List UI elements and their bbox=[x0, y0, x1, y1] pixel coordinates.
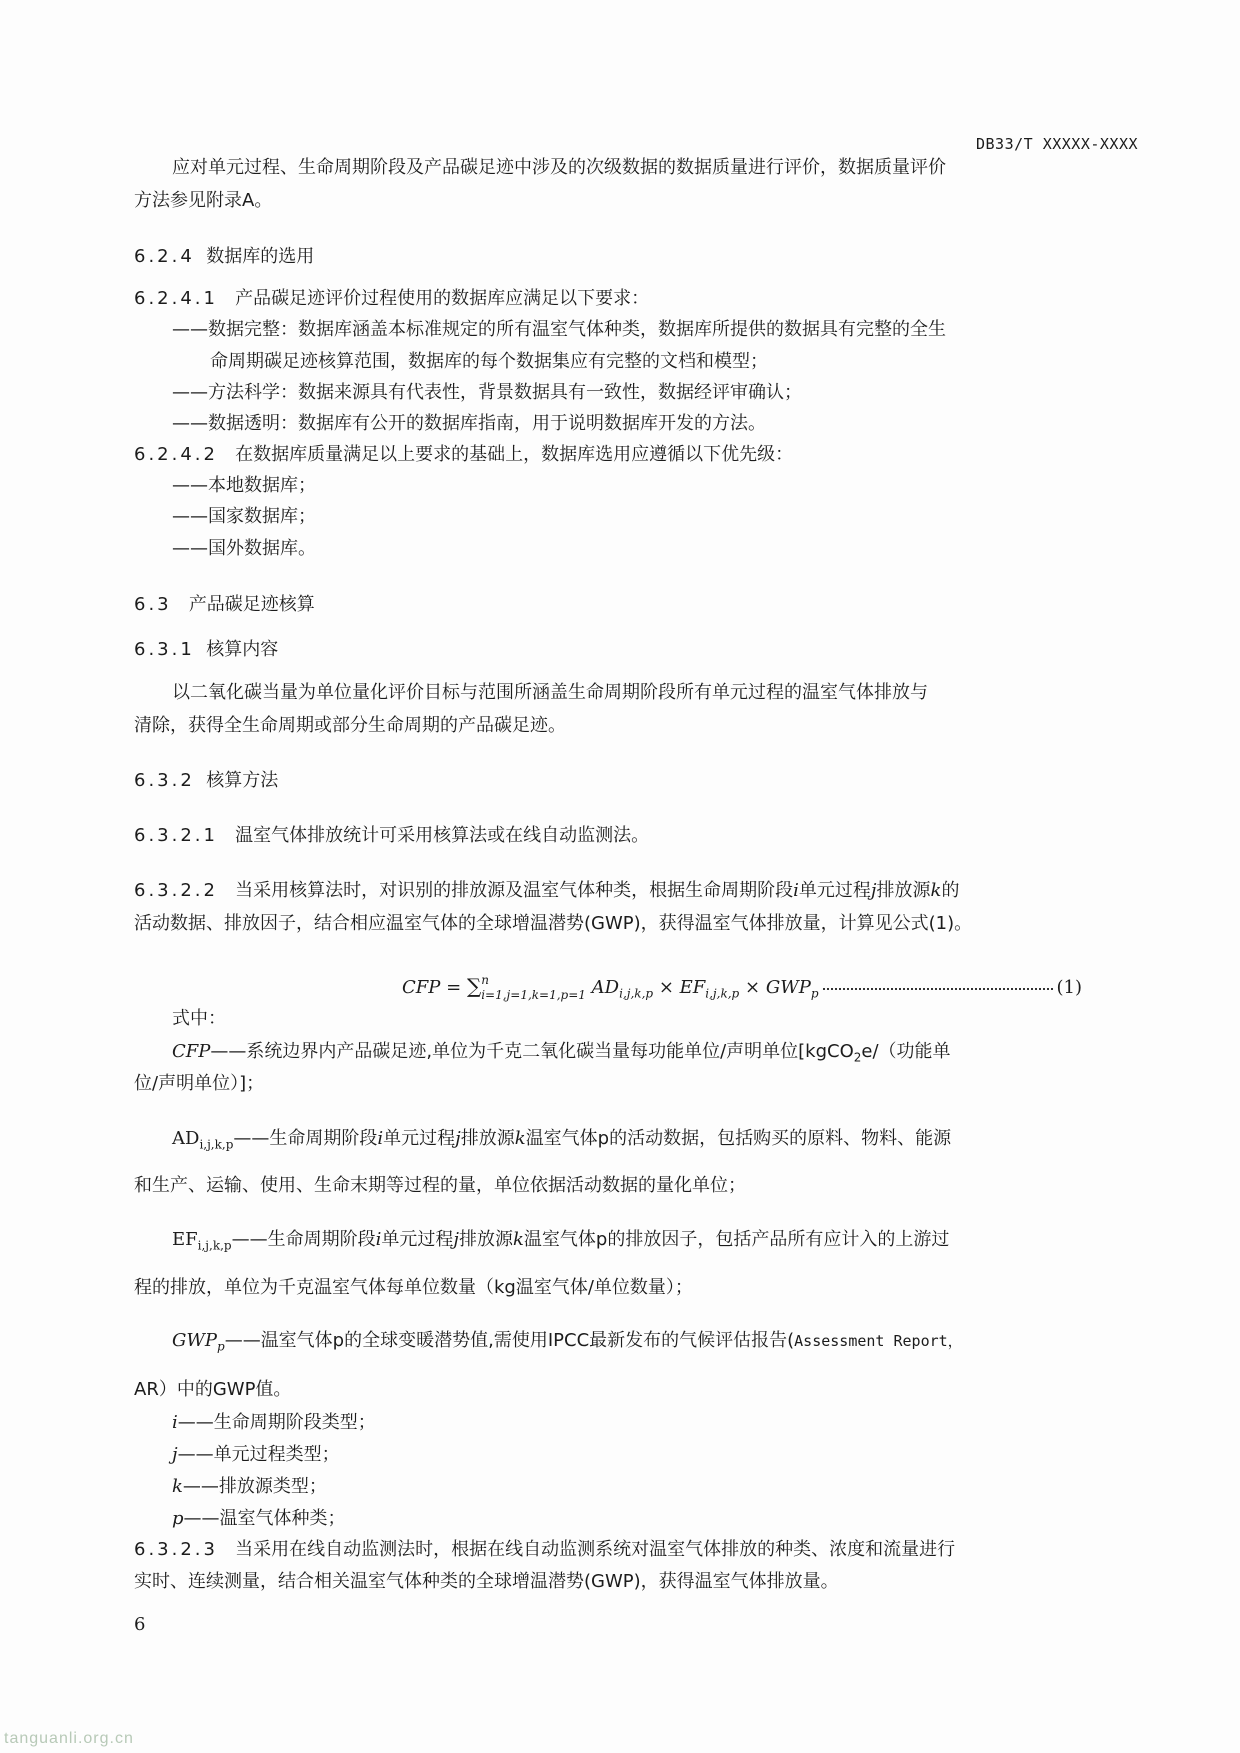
intro-line-2: 方法参见附录A。 bbox=[134, 190, 273, 211]
list-item bbox=[172, 408, 766, 440]
paragraph-line: 实时、连续测量，结合相关温室气体种类的全球增温潜势(GWP)，获得温室气体排放量。 bbox=[134, 1571, 839, 1592]
def-text: ——温室气体p的全球变暖潜势值,需使用IPCC最新发布的气候评估报告( bbox=[224, 1330, 795, 1351]
definition-gwp bbox=[172, 1325, 963, 1357]
definition-p bbox=[172, 1503, 346, 1535]
def-text: Assessment Report， bbox=[794, 1332, 963, 1350]
var-j: j bbox=[172, 1444, 178, 1465]
ad-symbol: AD bbox=[591, 977, 620, 998]
section-heading-6-3-2 bbox=[134, 765, 278, 797]
formula-equals: = bbox=[446, 977, 462, 998]
gwp-subscript: p bbox=[810, 986, 819, 1001]
paragraph-line: 活动数据、排放因子，结合相应温室气体的全球增温潜势(GWP)，获得温室气体排放量，计算见公式(1)。 bbox=[134, 913, 973, 934]
co2-subscript: 2 bbox=[853, 1050, 862, 1065]
sum-lower: i=1,j=1,k=1,p=1 bbox=[481, 988, 586, 1002]
def-text: 单元过程 bbox=[383, 1128, 456, 1149]
def-text: ——单元过程类型； bbox=[177, 1444, 340, 1465]
list-dash: —— bbox=[172, 413, 208, 434]
section-title: 核算内容 bbox=[206, 639, 279, 660]
definition-continuation: AR）中的GWP值。 bbox=[134, 1379, 292, 1400]
clause-text: 产品碳足迹评价过程使用的数据库应满足以下要求： bbox=[235, 288, 650, 309]
ad-subscript: i,j,k,p bbox=[619, 986, 654, 1001]
section-title: 核算方法 bbox=[206, 770, 279, 791]
var-i: i bbox=[793, 880, 799, 901]
definition-cfp bbox=[172, 1036, 951, 1068]
def-text: ——生命周期阶段 bbox=[231, 1229, 376, 1250]
section-title: 数据库的选用 bbox=[206, 246, 315, 267]
clause-text: 当采用在线自动监测法时，根据在线自动监测系统对温室气体排放的种类、浓度和流量进行 bbox=[235, 1539, 956, 1560]
list-item-text: 方法科学：数据来源具有代表性，背景数据具有一致性，数据经评审确认； bbox=[208, 382, 802, 403]
def-symbol: AD bbox=[172, 1128, 200, 1149]
def-symbol: GWP bbox=[172, 1330, 217, 1351]
sum-upper: n bbox=[481, 973, 489, 987]
section-heading-6-3 bbox=[134, 589, 315, 621]
clause-6-2-4-1 bbox=[134, 283, 649, 315]
definition-i bbox=[172, 1407, 376, 1439]
def-text: ——排放源类型； bbox=[182, 1476, 327, 1497]
def-symbol: EF bbox=[172, 1229, 198, 1250]
definition-ad bbox=[172, 1123, 951, 1155]
formula-ad bbox=[591, 977, 654, 1001]
section-heading-6-2-4 bbox=[134, 241, 314, 273]
sum-sign: ∑ bbox=[466, 974, 482, 998]
section-number: 6.3 bbox=[134, 594, 172, 615]
var-i: i bbox=[375, 1229, 382, 1250]
var-j: j bbox=[870, 880, 877, 901]
sum-limits bbox=[481, 973, 586, 1002]
section-title: 产品碳足迹核算 bbox=[188, 594, 315, 615]
clause-6-3-2-2 bbox=[134, 875, 959, 907]
var-i: i bbox=[377, 1128, 384, 1149]
list-item-text: 数据透明：数据库有公开的数据库指南，用于说明数据库开发的方法。 bbox=[208, 413, 766, 434]
definition-continuation: 和生产、运输、使用、生命末期等过程的量，单位依据活动数据的量化单位； bbox=[134, 1175, 746, 1196]
var-p: p bbox=[172, 1508, 184, 1529]
def-subscript: i,j,k,p bbox=[199, 1137, 234, 1152]
def-symbol: CFP bbox=[172, 1041, 211, 1062]
list-dash: —— bbox=[172, 319, 208, 340]
gwp-symbol: GWP bbox=[765, 977, 811, 998]
var-k: k bbox=[512, 1229, 524, 1250]
def-text: e/（功能单 bbox=[861, 1041, 951, 1062]
clause-number: 6.2.4.2 bbox=[134, 444, 218, 465]
def-text: ——系统边界内产品碳足迹,单位为千克二氧化碳当量每功能单位/声明单位[kgCO bbox=[210, 1041, 854, 1062]
clause-number: 6.3.2.2 bbox=[134, 880, 218, 901]
list-item bbox=[172, 314, 946, 346]
def-text: ——生命周期阶段 bbox=[233, 1128, 378, 1149]
paragraph-line: 清除，获得全生命周期或部分生命周期的产品碳足迹。 bbox=[134, 715, 566, 736]
var-k: k bbox=[172, 1476, 183, 1497]
clause-text: 排放源 bbox=[876, 880, 931, 901]
list-item bbox=[172, 377, 802, 409]
var-i: i bbox=[172, 1412, 178, 1433]
watermark: tanguanli.org.cn bbox=[4, 1730, 134, 1747]
formula-cfp: CFP bbox=[402, 977, 441, 998]
standard-code: DB33/T XXXXX-XXXX bbox=[976, 135, 1139, 153]
var-j: j bbox=[455, 1128, 461, 1149]
paragraph-line: 以二氧化碳当量为单位量化评价目标与范围所涵盖生命周期阶段所有单元过程的温室气体排放与 bbox=[172, 682, 928, 703]
list-dash: —— bbox=[172, 382, 208, 403]
list-item: ——国外数据库。 bbox=[172, 538, 316, 559]
def-text: 排放源 bbox=[458, 1229, 513, 1250]
section-heading-6-3-1 bbox=[134, 634, 278, 666]
section-number: 6.3.1 bbox=[134, 639, 195, 660]
def-subscript: p bbox=[217, 1339, 225, 1354]
definition-continuation: 位/声明单位）]； bbox=[134, 1073, 265, 1094]
formula-times: × bbox=[658, 977, 674, 998]
clause-6-3-2-3 bbox=[134, 1534, 955, 1566]
clause-text: 当采用核算法时，对识别的排放源及温室气体种类，根据生命周期阶段 bbox=[235, 880, 794, 901]
formula-times: × bbox=[744, 977, 761, 998]
def-text: 温室气体p的排放因子，包括产品所有应计入的上游过 bbox=[523, 1229, 950, 1250]
def-text: 单元过程 bbox=[381, 1229, 454, 1250]
intro-line-1: 应对单元过程、生命周期阶段及产品碳足迹中涉及的次级数据的数据质量进行评价，数据质量评价 bbox=[172, 157, 946, 178]
list-item-continuation: 命周期碳足迹核算范围，数据库的每个数据集应有完整的文档和模型； bbox=[210, 351, 768, 372]
formula-gwp bbox=[765, 977, 819, 1001]
page-number: 6 bbox=[134, 1614, 146, 1635]
clause-number: 6.3.2.1 bbox=[134, 825, 218, 846]
var-j: j bbox=[453, 1229, 459, 1250]
clause-text: 的 bbox=[941, 880, 960, 901]
def-text: ——生命周期阶段类型； bbox=[177, 1412, 376, 1433]
formula-1 bbox=[402, 968, 1082, 1004]
formula-number: (1) bbox=[1056, 977, 1082, 998]
section-number: 6.2.4 bbox=[134, 246, 195, 267]
ef-symbol: EF bbox=[679, 977, 706, 998]
leader-dots bbox=[823, 968, 1053, 990]
formula-ef bbox=[679, 977, 740, 1001]
clause-number: 6.3.2.3 bbox=[134, 1539, 218, 1560]
def-subscript: i,j,k,p bbox=[197, 1238, 232, 1253]
definition-continuation: 程的排放，单位为千克温室气体每单位数量（kg温室气体/单位数量）； bbox=[134, 1277, 693, 1298]
clause-number: 6.2.4.1 bbox=[134, 288, 218, 309]
definition-ef bbox=[172, 1224, 949, 1256]
clause-6-2-4-2 bbox=[134, 439, 793, 471]
list-item-text: 数据完整：数据库涵盖本标准规定的所有温室气体种类，数据库所提供的数据具有完整的全生 bbox=[208, 319, 946, 340]
clause-6-3-2-1 bbox=[134, 820, 649, 852]
def-text: 排放源 bbox=[460, 1128, 515, 1149]
list-item: ——本地数据库； bbox=[172, 475, 316, 496]
def-text: ——温室气体种类； bbox=[183, 1508, 346, 1529]
def-text: 温室气体p的活动数据，包括购买的原料、物料、能源 bbox=[525, 1128, 952, 1149]
list-item: ——国家数据库； bbox=[172, 506, 316, 527]
clause-text: 温室气体排放统计可采用核算法或在线自动监测法。 bbox=[235, 825, 650, 846]
var-k: k bbox=[930, 880, 942, 901]
where-label: 式中： bbox=[172, 1008, 226, 1029]
var-k: k bbox=[514, 1128, 526, 1149]
ef-subscript: i,j,k,p bbox=[705, 986, 740, 1001]
clause-text: 在数据库质量满足以上要求的基础上，数据库选用应遵循以下优先级： bbox=[235, 444, 794, 465]
clause-text: 单元过程 bbox=[798, 880, 871, 901]
definition-j bbox=[172, 1439, 340, 1471]
section-number: 6.3.2 bbox=[134, 770, 195, 791]
definition-k bbox=[172, 1471, 327, 1503]
